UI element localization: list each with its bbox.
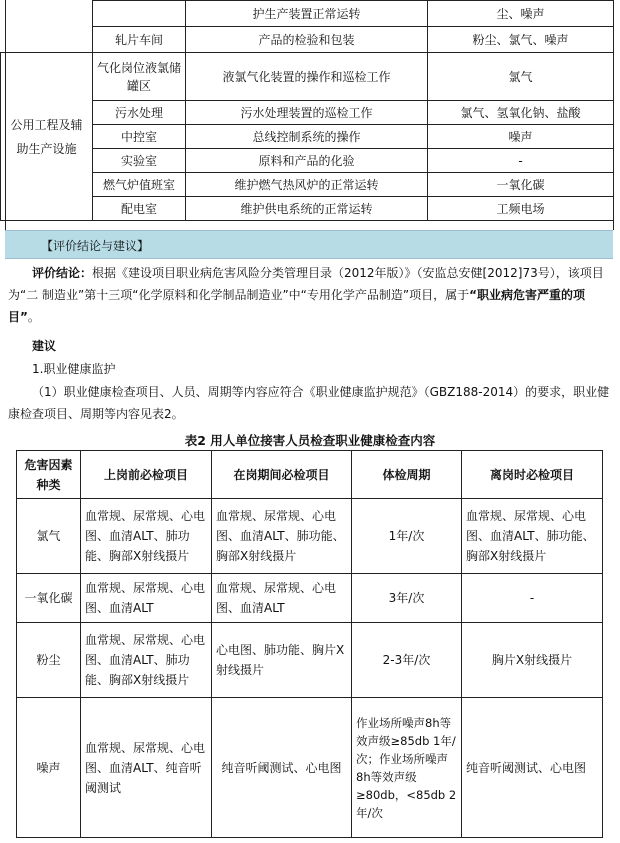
pre-cell: 血常规、尿常规、心电图、血清ALT、纯音听阈测试 [81,698,212,838]
area-cell: 轧片车间 [93,27,186,53]
table-row [1,125,620,149]
hazard-cell: - [428,149,614,173]
post-cell: 血常规、尿常规、心电图、血清ALT、肺功能、胸部X射线摄片 [462,499,603,574]
area-cell: 燃气炉值班室 [93,173,186,197]
during-cell: 心电图、肺功能、胸片X射线摄片 [212,623,352,698]
conclusion-end: 。 [27,310,40,324]
work-cell: 产品的检验和包装 [186,27,428,53]
work-cell: 维护燃气热风炉的正常运转 [186,173,428,197]
post-cell: - [462,574,603,623]
area-cell: 配电室 [93,197,186,221]
area-cell [93,1,186,27]
work-cell: 维护供电系统的正常运转 [186,197,428,221]
table-row [17,574,603,623]
header-factor: 危害因素种类 [17,451,81,499]
work-cell: 污水处理装置的巡检工作 [186,101,428,125]
hazard-cell: 噪声 [428,125,614,149]
cycle-cell: 3年/次 [352,574,462,623]
table-row [17,623,603,698]
factor-cell: 粉尘 [17,623,81,698]
section-banner-title: 【评价结论与建议】 [41,239,150,253]
health-check-table [16,450,603,838]
group-cell: 公用工程及辅助生产设施 [1,53,93,221]
during-cell: 血常规、尿常规、心电图、血清ALT [212,574,352,623]
suggestion-heading: 建议 [32,339,57,353]
work-cell: 总线控制系统的操作 [186,125,428,149]
conclusion-text: 根据《建设项目职业病危害风险分类管理目录（2012年版）》（安监总安健[2012]73号），该项目为“二 制造业”第十三项“化学原料和化学制品制造业”中“专用化学产品制造”项目，属于 [8,266,604,302]
group-cell [1,1,93,53]
work-cell: 液氯气化装置的操作和巡检工作 [186,53,428,101]
factor-cell: 噪声 [17,698,81,838]
table-row [1,53,620,101]
item1-detail: （1）职业健康检查项目、人员、周期等内容应符合《职业健康监护规范》（GBZ188-2014）的要求，职业健康检查项目、周期等内容见表2。 [8,385,610,421]
table-row [1,27,620,53]
post-cell: 纯音听阈测试、心电图 [462,698,603,838]
post-cell: 胸片X射线摄片 [462,623,603,698]
header-pre: 上岗前必检项目 [81,451,212,499]
work-cell: 护生产装置正常运转 [186,1,428,27]
cycle-cell: 作业场所噪声8h等效声级≥85db 1年/次；作业场所噪声8h等效声级≥80db，<85db 2年/次 [352,698,462,838]
header-cycle: 体检周期 [352,451,462,499]
table-header-row [17,451,603,499]
hazard-cell: 一氧化碳 [428,173,614,197]
table2-title: 表2 用人单位接害人员检查职业健康检查内容 [184,433,436,448]
hazard-cell: 氯气、氢氧化钠、盐酸 [428,101,614,125]
conclusion-paragraph [8,262,614,328]
area-cell: 污水处理 [93,101,186,125]
hazard-distribution-table [0,0,620,221]
during-cell: 血常规、尿常规、心电图、血清ALT、肺功能、胸部X射线摄片 [212,499,352,574]
header-during: 在岗期间必检项目 [212,451,352,499]
cycle-cell: 2-3年/次 [352,623,462,698]
hazard-cell: 工频电场 [428,197,614,221]
conclusion-label: 评价结论： [32,266,93,280]
area-cell: 气化岗位液氯储罐区 [93,53,186,101]
table-row [1,149,620,173]
cycle-cell: 1年/次 [352,499,462,574]
item1-heading: 1.职业健康监护 [32,362,116,376]
factor-cell: 氯气 [17,499,81,574]
hazard-cell: 氯气 [428,53,614,101]
conclusion-bold: “职业病危害严重的项目” [8,288,586,324]
factor-cell: 一氧化碳 [17,574,81,623]
area-cell: 实验室 [93,149,186,173]
table-row [17,499,603,574]
header-post: 离岗时必检项目 [462,451,603,499]
table-row [1,197,620,221]
during-cell: 纯音听阈测试、心电图 [212,698,352,838]
section-banner [5,230,613,259]
pre-cell: 血常规、尿常规、心电图、血清ALT、肺功能、胸部X射线摄片 [81,623,212,698]
table-row [1,173,620,197]
pre-cell: 血常规、尿常规、心电图、血清ALT、肺功能、胸部X射线摄片 [81,499,212,574]
hazard-cell: 粉尘、氯气、噪声 [428,27,614,53]
table-row [1,1,620,27]
table-row [17,698,603,838]
pre-cell: 血常规、尿常规、心电图、血清ALT [81,574,212,623]
area-cell: 中控室 [93,125,186,149]
hazard-cell: 尘、噪声 [428,1,614,27]
work-cell: 原料和产品的化验 [186,149,428,173]
table-row [1,101,620,125]
